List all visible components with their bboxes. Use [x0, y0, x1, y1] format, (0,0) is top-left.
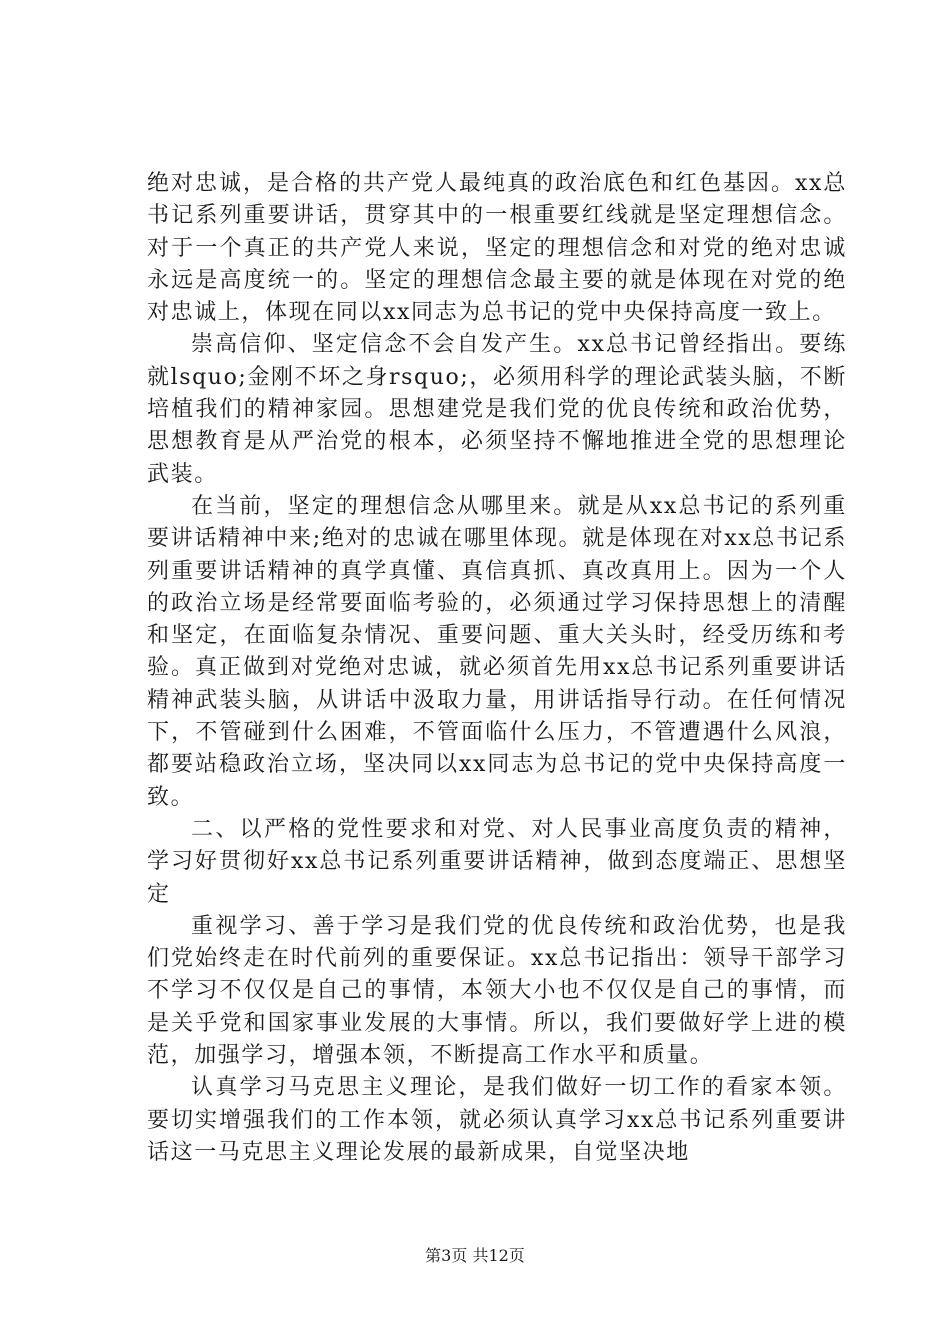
paragraph: 重视学习、善于学习是我们党的优良传统和政治优势，也是我们党始终走在时代前列的重要保证。xx总书记指出：领导干部学习不学习不仅仅是自己的事情，本领大小也不仅仅是自己的事情，而是关乎党和国家事业发展的大事情。所以，我们要做好学上进的模范，加强学习，增强本领，不断提高工作水平和质量。 [147, 913, 847, 1069]
document-body [147, 168, 847, 1169]
paragraph: 崇高信仰、坚定信念不会自发产生。xx总书记曾经指出。要练就lsquo;金刚不坏之身rsquo;，必须用科学的理论武装头脑，不断培植我们的精神家园。思想建党是我们党的优良传统和政治优势，思想教育是从严治党的根本，必须坚持不懈地推进全党的思想理论武装。 [147, 332, 847, 487]
paragraph: 绝对忠诚，是合格的共产党人最纯真的政治底色和红色基因。xx总书记系列重要讲话，贯穿其中的一根重要红线就是坚定理想信念。对于一个真正的共产党人来说，坚定的理想信念和对党的绝对忠诚永远是高度统一的。坚定的理想信念最主要的就是体现在对党的绝对忠诚上，体现在同以xx同志为总书记的党中央保持高度一致上。 [147, 171, 847, 326]
paragraph: 认真学习马克思主义理论，是我们做好一切工作的看家本领。要切实增强我们的工作本领，就必须认真学习xx总书记系列重要讲话这一马克思主义理论发展的最新成果，自觉坚决地 [147, 1075, 847, 1165]
paragraph: 在当前，坚定的理想信念从哪里来。就是从xx总书记的系列重要讲话精神中来;绝对的忠诚在哪里体现。就是体现在对xx总书记系列重要讲话精神的真学真懂、真信真抓、真改真用上。因为一个人的政治立场是经常要面临考验的，必须通过学习保持思想上的清醒和坚定，在面临复杂情况、重要问题、重大关头时，经受历练和考验。真正做到对党绝对忠诚，就必须首先用xx总书记系列重要讲话精神武装头脑，从讲话中汲取力量，用讲话指导行动。在任何情况下，不管碰到什么困难，不管面临什么压力，不管遭遇什么风浪，都要站稳政治立场，坚决同以xx同志为总书记的党中央保持高度一致。 [147, 493, 847, 810]
section-heading: 二、以严格的党性要求和对党、对人民事业高度负责的精神，学习好贯彻好xx总书记系列重要讲话精神，做到态度端正、思想坚定 [147, 816, 847, 907]
page-number-footer: 第3页 共12页 [425, 1246, 525, 1265]
